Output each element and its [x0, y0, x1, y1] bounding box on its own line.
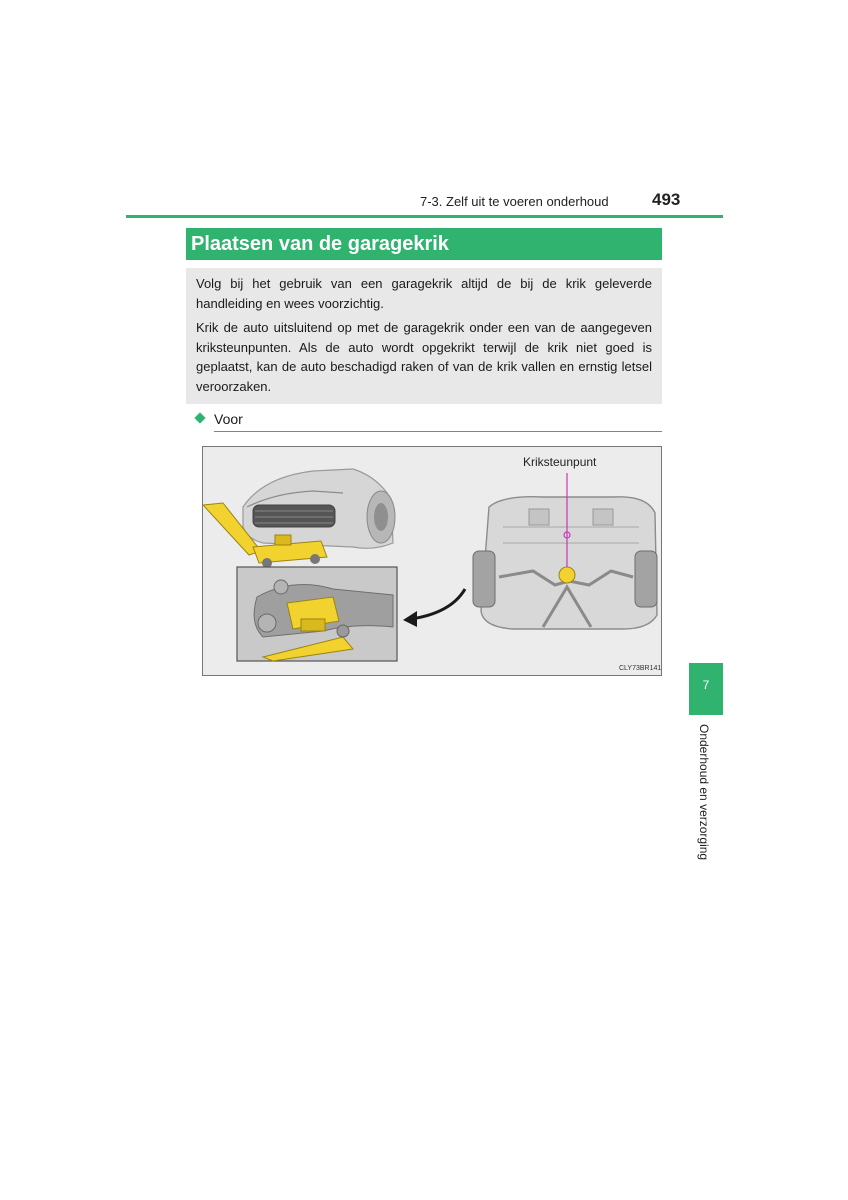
header-section-title: 7-3. Zelf uit te voeren onderhoud: [420, 194, 609, 209]
section-title-bar: [186, 228, 662, 260]
note-paragraph-1: Volg bij het gebruik van een garagekrik altijd de bij de krik geleverde handleiding en wees voorzichtig.: [196, 276, 652, 311]
jack-point-callout: Kriksteunpunt: [523, 455, 597, 469]
subheading-label: Voor: [214, 411, 243, 427]
section-title: Plaatsen van de garagekrik: [191, 233, 449, 255]
note-paragraph-2: Krik de auto uitsluitend op met de garagekrik onder een van de aangegeven kriksteunpunten. Als de auto wordt opgekrikt terwijl de krik niet goed is geplaatst, kan de auto beschadigd raken of van de krik vallen en ernstig letsel veroorzaken.: [196, 320, 652, 394]
jack-illustration: [203, 447, 661, 675]
figure-code: CLY73BR141: [619, 665, 662, 672]
pointer-arrow-icon: [411, 589, 465, 619]
jack-point-figure: [202, 446, 662, 676]
chapter-title-vertical: Onderhoud en verzorging: [697, 724, 711, 861]
subheading-voor: [194, 410, 662, 432]
car-front-jack-illustration: [203, 469, 395, 568]
diamond-bullet-icon: [194, 412, 205, 423]
car-underside-illustration: [473, 473, 657, 629]
page-number: 493: [652, 190, 681, 209]
caution-note: [186, 268, 662, 404]
subheading-rule: [214, 431, 662, 432]
header-rule: [126, 215, 723, 218]
jack-closeup-inset: [237, 567, 397, 661]
chapter-tab: [689, 663, 723, 715]
chapter-number: 7: [702, 678, 710, 692]
